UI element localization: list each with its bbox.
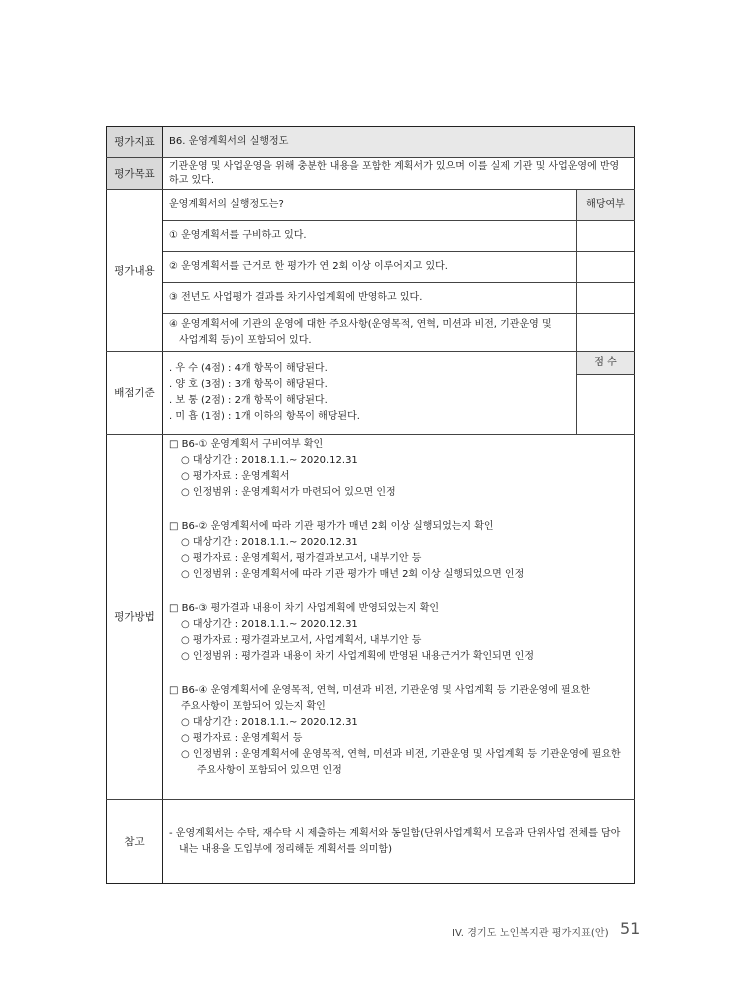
indicator-value: B6. 운영계획서의 실행정도 [163,127,635,158]
method-4-scope-cont: 주요사항이 포함되어 있으면 인정 [197,765,342,776]
reference-label: 참고 [107,800,163,884]
criteria-normal: . 보 통 (2점) : 2개 항목이 해당된다. [169,395,328,406]
content-item-1: ① 운영계획서를 구비하고 있다. [163,221,577,252]
method-4-period: ○ 대상기간 : 2018.1.1.~ 2020.12.31 [181,717,358,728]
reference-content [163,800,635,884]
method-4-head: □ B6-④ 운영계획서에 운영목적, 연혁, 미션과 비전, 기관운영 및 사업계획 등 기관운영에 필요한 [169,685,591,696]
indicator-label: 평가지표 [107,127,163,158]
method-1-scope: ○ 인정범위 : 운영계획서가 마련되어 있으면 인정 [181,487,396,498]
method-4-head-cont: 주요사항이 포함되어 있는지 확인 [181,701,326,712]
content-item-4-line2: 사업계획 등)이 포함되어 있다. [179,334,312,346]
score-row [107,352,635,375]
indicator-row [107,127,635,158]
method-2-period: ○ 대상기간 : 2018.1.1.~ 2020.12.31 [181,537,358,548]
goal-label: 평가목표 [107,158,163,190]
content-item-4 [163,314,577,352]
check-cell-1 [576,221,634,252]
method-2-material: ○ 평가자료 : 운영계획서, 평가결과보고서, 내부기안 등 [181,553,422,564]
reference-line-2: 내는 내용을 도입부에 정리해둔 계획서를 의미함) [179,843,392,855]
method-4-material: ○ 평가자료 : 운영계획서 등 [181,733,303,744]
check-cell-4 [576,314,634,352]
method-4-scope: ○ 인정범위 : 운영계획서에 운영목적, 연혁, 미션과 비전, 기관운영 및 사업계획 등 기관운영에 필요한 [181,749,621,760]
content-item-row [107,314,635,352]
reference-row [107,800,635,884]
criteria-good: . 양 호 (3점) : 3개 항목이 해당된다. [169,379,328,390]
reference-line-1: - 운영계획서는 수탁, 재수탁 시 제출하는 계획서와 동일함(단위사업계획서 모음과 단위사업 전체를 담아 [169,827,621,839]
content-question-row [107,190,635,221]
check-cell-2 [576,252,634,283]
method-block-1 [169,437,628,501]
content-item-2: ② 운영계획서를 근거로 한 평가가 연 2회 이상 이루어지고 있다. [163,252,577,283]
method-1-period: ○ 대상기간 : 2018.1.1.~ 2020.12.31 [181,455,358,466]
content-item-row [107,252,635,283]
method-content [163,435,635,800]
content-item-row [107,221,635,252]
goal-value: 기관운영 및 사업운영을 위해 충분한 내용을 포함한 계획서가 있으며 이를 실제 기관 및 사업운영에 반영하고 있다. [163,158,635,190]
evaluation-table [106,126,635,884]
method-3-period: ○ 대상기간 : 2018.1.1.~ 2020.12.31 [181,619,358,630]
method-block-3 [169,601,628,665]
check-header: 해당여부 [576,190,634,221]
content-item-4-line1: ④ 운영계획서에 기관의 운영에 대한 주요사항(운영목적, 연혁, 미션과 비전, 기관운영 및 [169,318,552,330]
method-block-2 [169,519,628,583]
check-cell-3 [576,283,634,314]
content-label: 평가내용 [107,190,163,352]
content-item-3: ③ 전년도 사업평가 결과를 차기사업계획에 반영하고 있다. [163,283,577,314]
score-value-cell [576,375,634,435]
method-1-material: ○ 평가자료 : 운영계획서 [181,471,290,482]
method-block-4 [169,683,628,779]
content-item-row [107,283,635,314]
score-label: 배점기준 [107,352,163,435]
page-number: 51 [620,919,641,938]
method-1-head: □ B6-① 운영계획서 구비여부 확인 [169,439,324,450]
goal-row [107,158,635,190]
method-3-scope: ○ 인정범위 : 평가결과 내용이 차기 사업계획에 반영된 내용근거가 확인되면 인정 [181,651,535,662]
method-2-head: □ B6-② 운영계획서에 따라 기관 평가가 매년 2회 이상 실행되었는지 확인 [169,521,494,532]
score-criteria [163,352,577,435]
method-2-scope: ○ 인정범위 : 운영계획서에 따라 기관 평가가 매년 2회 이상 실행되었으면 인정 [181,569,525,580]
method-label: 평가방법 [107,435,163,800]
content-question: 운영계획서의 실행정도는? [163,190,577,221]
footer-section-title: IV. 경기도 노인복지관 평가지표(안) [452,928,609,939]
score-header: 점 수 [576,352,634,375]
method-3-head: □ B6-③ 평가결과 내용이 차기 사업계획에 반영되었는지 확인 [169,603,440,614]
method-3-material: ○ 평가자료 : 평가결과보고서, 사업계획서, 내부기안 등 [181,635,422,646]
criteria-poor: . 미 흡 (1점) : 1개 이하의 항목이 해당된다. [169,411,360,422]
method-row [107,435,635,800]
criteria-excellent: . 우 수 (4점) : 4개 항목이 해당된다. [169,363,328,374]
